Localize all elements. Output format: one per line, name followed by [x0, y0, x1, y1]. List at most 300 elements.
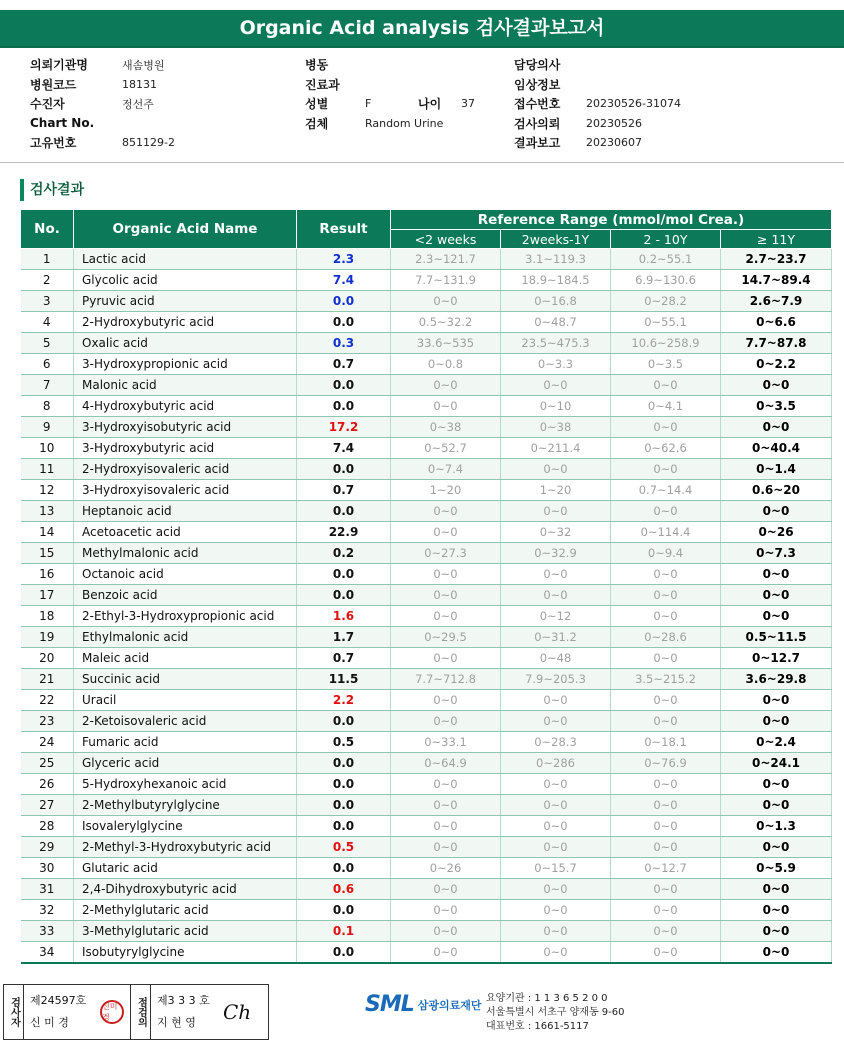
row-number: 24	[21, 732, 74, 753]
ref-lt2weeks: 0~7.4	[391, 459, 501, 480]
info-row	[514, 75, 814, 95]
acid-name: Lactic acid	[74, 249, 297, 270]
ref-2weeks-1y: 0~10	[501, 396, 611, 417]
info-value: 20230526	[586, 116, 642, 130]
acid-name: Maleic acid	[74, 648, 297, 669]
row-number: 5	[21, 333, 74, 354]
result-value: 1.6	[297, 606, 391, 627]
info-divider	[0, 162, 844, 163]
table-row	[21, 690, 832, 711]
ref-lt2weeks: 0~29.5	[391, 627, 501, 648]
info-row	[305, 114, 505, 134]
ref-ge11y: 0~0	[721, 711, 832, 732]
row-number: 8	[21, 396, 74, 417]
info-label: 검사의뢰	[514, 116, 561, 131]
result-value: 0.0	[297, 900, 391, 921]
row-number: 20	[21, 648, 74, 669]
ref-lt2weeks: 0~26	[391, 858, 501, 879]
ref-2weeks-1y: 0~0	[501, 564, 611, 585]
info-label: 접수번호	[514, 97, 561, 112]
result-value: 0.0	[297, 711, 391, 732]
ref-lt2weeks: 7.7~131.9	[391, 270, 501, 291]
ref-2-10y: 0~4.1	[611, 396, 721, 417]
inspector-cell	[24, 985, 94, 1039]
result-value: 0.0	[297, 291, 391, 312]
ref-lt2weeks: 0~0	[391, 837, 501, 858]
ref-ge11y: 0~3.5	[721, 396, 832, 417]
ref-ge11y: 0.5~11.5	[721, 627, 832, 648]
ref-2weeks-1y: 0~0	[501, 690, 611, 711]
ref-2-10y: 0~0	[611, 795, 721, 816]
ref-ge11y: 0~0	[721, 837, 832, 858]
institution-info	[486, 992, 625, 1034]
ref-lt2weeks: 0~0	[391, 648, 501, 669]
acid-name: Acetoacetic acid	[74, 522, 297, 543]
result-value: 0.5	[297, 837, 391, 858]
col-header-reference: Reference Range (mmol/mol Crea.)	[391, 210, 832, 230]
info-row	[30, 75, 280, 95]
ref-2-10y: 0.2~55.1	[611, 249, 721, 270]
ref-lt2weeks: 0~0.8	[391, 354, 501, 375]
result-value: 0.0	[297, 585, 391, 606]
acid-name: 3-Hydroxypropionic acid	[74, 354, 297, 375]
ref-ge11y: 0~26	[721, 522, 832, 543]
ref-2weeks-1y: 0~211.4	[501, 438, 611, 459]
info-row	[30, 133, 280, 153]
ref-2-10y: 0~0	[611, 816, 721, 837]
ref-lt2weeks: 0~0	[391, 774, 501, 795]
ref-lt2weeks: 0~0	[391, 396, 501, 417]
info-row	[30, 94, 280, 114]
ref-2-10y: 0~114.4	[611, 522, 721, 543]
col-header-name: Organic Acid Name	[74, 210, 297, 249]
age-value: 37	[461, 97, 475, 111]
acid-name: 2-Hydroxyisovaleric acid	[74, 459, 297, 480]
result-value: 7.4	[297, 438, 391, 459]
info-label: 고유번호	[30, 136, 77, 151]
ref-2weeks-1y: 0~0	[501, 879, 611, 900]
results-table	[20, 209, 832, 964]
sex-value: F	[365, 97, 372, 111]
ref-2weeks-1y: 0~38	[501, 417, 611, 438]
table-row	[21, 900, 832, 921]
ref-2weeks-1y: 0~0	[501, 501, 611, 522]
ref-2weeks-1y: 18.9~184.5	[501, 270, 611, 291]
acid-name: Glutaric acid	[74, 858, 297, 879]
table-row	[21, 606, 832, 627]
ref-ge11y: 0~1.4	[721, 459, 832, 480]
info-label: 수진자	[30, 97, 65, 112]
row-number: 33	[21, 921, 74, 942]
result-value: 0.0	[297, 459, 391, 480]
row-number: 15	[21, 543, 74, 564]
ref-2-10y: 0~3.5	[611, 354, 721, 375]
col-header-ge11y: ≥ 11Y	[721, 230, 832, 249]
sml-logo-name: 삼광의료재단	[417, 998, 482, 1012]
table-row	[21, 921, 832, 942]
info-label: 담당의사	[514, 58, 561, 73]
section-title: 검사결과	[20, 179, 84, 201]
result-value: 0.0	[297, 375, 391, 396]
table-row	[21, 543, 832, 564]
ref-2-10y: 0~9.4	[611, 543, 721, 564]
info-row	[305, 94, 505, 114]
ref-lt2weeks: 2.3~121.7	[391, 249, 501, 270]
ref-2-10y: 0~0	[611, 585, 721, 606]
acid-name: Isovalerylglycine	[74, 816, 297, 837]
ref-ge11y: 0~0	[721, 774, 832, 795]
ref-2-10y: 6.9~130.6	[611, 270, 721, 291]
ref-lt2weeks: 7.7~712.8	[391, 669, 501, 690]
ref-2weeks-1y: 0~16.8	[501, 291, 611, 312]
row-number: 27	[21, 795, 74, 816]
ref-lt2weeks: 0~38	[391, 417, 501, 438]
ref-2weeks-1y: 0~12	[501, 606, 611, 627]
result-value: 0.6	[297, 879, 391, 900]
patient-info	[0, 55, 844, 155]
info-value: 20230607	[586, 136, 642, 150]
age-label: 나이	[418, 97, 442, 112]
row-number: 29	[21, 837, 74, 858]
ref-ge11y: 14.7~89.4	[721, 270, 832, 291]
acid-name: 2-Hydroxybutyric acid	[74, 312, 297, 333]
info-value: 18131	[122, 77, 157, 91]
acid-name: Malonic acid	[74, 375, 297, 396]
result-value: 22.9	[297, 522, 391, 543]
ref-lt2weeks: 0~0	[391, 942, 501, 963]
ref-lt2weeks: 0~0	[391, 879, 501, 900]
ref-2-10y: 0~0	[611, 921, 721, 942]
ref-lt2weeks: 1~20	[391, 480, 501, 501]
table-row	[21, 585, 832, 606]
acid-name: 2-Ketoisovaleric acid	[74, 711, 297, 732]
ref-ge11y: 0~0	[721, 900, 832, 921]
table-row	[21, 816, 832, 837]
table-row	[21, 522, 832, 543]
col-header-result: Result	[297, 210, 391, 249]
info-label: 결과보고	[514, 136, 561, 151]
ref-2-10y: 0~55.1	[611, 312, 721, 333]
ref-2-10y: 0~0	[611, 711, 721, 732]
acid-name: Heptanoic acid	[74, 501, 297, 522]
info-row	[514, 133, 814, 153]
institution-address: 서울특별시 서초구 양재동 9-60	[486, 1007, 625, 1018]
ref-lt2weeks: 0~52.7	[391, 438, 501, 459]
row-number: 6	[21, 354, 74, 375]
table-row	[21, 627, 832, 648]
row-number: 1	[21, 249, 74, 270]
ref-ge11y: 0~0	[721, 690, 832, 711]
result-value: 1.7	[297, 627, 391, 648]
ref-ge11y: 0~1.3	[721, 816, 832, 837]
table-row	[21, 753, 832, 774]
result-value: 0.7	[297, 648, 391, 669]
acid-name: 5-Hydroxyhexanoic acid	[74, 774, 297, 795]
result-value: 0.0	[297, 564, 391, 585]
acid-name: Glyceric acid	[74, 753, 297, 774]
acid-name: Methylmalonic acid	[74, 543, 297, 564]
ref-2weeks-1y: 0~0	[501, 585, 611, 606]
ref-2-10y: 0~76.9	[611, 753, 721, 774]
info-row	[305, 75, 505, 95]
result-value: 11.5	[297, 669, 391, 690]
info-row	[30, 114, 280, 134]
institution-phone: 대표번호 : 1661-5117	[486, 1021, 589, 1032]
ref-ge11y: 0~5.9	[721, 858, 832, 879]
sml-logo-mark: SML	[365, 992, 414, 1017]
result-value: 0.0	[297, 312, 391, 333]
row-number: 19	[21, 627, 74, 648]
confirmer-license: 제3 3 3 호	[157, 994, 210, 1007]
row-number: 7	[21, 375, 74, 396]
ref-lt2weeks: 0~0	[391, 585, 501, 606]
inspector-license: 제24597호	[30, 994, 87, 1007]
acid-name: 3-Hydroxyisovaleric acid	[74, 480, 297, 501]
result-value: 0.2	[297, 543, 391, 564]
ref-ge11y: 0~0	[721, 585, 832, 606]
ref-ge11y: 0~0	[721, 942, 832, 963]
info-label: 임상정보	[514, 77, 561, 92]
ref-2-10y: 0~18.1	[611, 732, 721, 753]
row-number: 18	[21, 606, 74, 627]
signature-box	[3, 984, 269, 1040]
signature-icon: Ch	[223, 1000, 252, 1024]
result-value: 0.0	[297, 774, 391, 795]
acid-name: 2-Ethyl-3-Hydroxypropionic acid	[74, 606, 297, 627]
ref-lt2weeks: 0~33.1	[391, 732, 501, 753]
row-number: 13	[21, 501, 74, 522]
row-number: 28	[21, 816, 74, 837]
ref-2weeks-1y: 0~0	[501, 837, 611, 858]
result-value: 0.1	[297, 921, 391, 942]
table-row	[21, 732, 832, 753]
ward-label: 병동	[305, 58, 329, 73]
ref-2-10y: 0~0	[611, 837, 721, 858]
result-value: 0.7	[297, 354, 391, 375]
ref-lt2weeks: 0~0	[391, 711, 501, 732]
ref-ge11y: 0~0	[721, 501, 832, 522]
ref-2weeks-1y: 1~20	[501, 480, 611, 501]
table-row	[21, 669, 832, 690]
ref-ge11y: 0~0	[721, 879, 832, 900]
row-number: 2	[21, 270, 74, 291]
table-header-row	[21, 210, 832, 230]
row-number: 23	[21, 711, 74, 732]
acid-name: 3-Hydroxyisobutyric acid	[74, 417, 297, 438]
info-value: 851129-2	[122, 136, 175, 150]
ref-2-10y: 0~0	[611, 501, 721, 522]
result-value: 0.3	[297, 333, 391, 354]
ref-2-10y: 0~0	[611, 879, 721, 900]
acid-name: Uracil	[74, 690, 297, 711]
table-row	[21, 564, 832, 585]
ref-2weeks-1y: 0~0	[501, 459, 611, 480]
info-label: Chart No.	[30, 116, 95, 131]
confirmer-label: 점검의	[131, 985, 151, 1039]
acid-name: Oxalic acid	[74, 333, 297, 354]
ref-2weeks-1y: 7.9~205.3	[501, 669, 611, 690]
ref-lt2weeks: 0~0	[391, 921, 501, 942]
seal-stamp-icon: 신미경	[100, 1000, 124, 1024]
row-number: 11	[21, 459, 74, 480]
ref-2-10y: 10.6~258.9	[611, 333, 721, 354]
table-row	[21, 795, 832, 816]
ref-ge11y: 0~0	[721, 606, 832, 627]
row-number: 25	[21, 753, 74, 774]
ref-lt2weeks: 0~0	[391, 375, 501, 396]
info-label: 병원코드	[30, 77, 77, 92]
row-number: 17	[21, 585, 74, 606]
ref-2-10y: 0~0	[611, 606, 721, 627]
row-number: 14	[21, 522, 74, 543]
table-row	[21, 711, 832, 732]
ref-ge11y: 0~2.2	[721, 354, 832, 375]
acid-name: Pyruvic acid	[74, 291, 297, 312]
acid-name: Glycolic acid	[74, 270, 297, 291]
acid-name: Benzoic acid	[74, 585, 297, 606]
sml-logo	[365, 992, 482, 1017]
result-value: 0.0	[297, 795, 391, 816]
ref-2weeks-1y: 3.1~119.3	[501, 249, 611, 270]
ref-2-10y: 0~0	[611, 375, 721, 396]
title-divider	[0, 46, 844, 48]
ref-lt2weeks: 0~27.3	[391, 543, 501, 564]
row-number: 31	[21, 879, 74, 900]
ref-ge11y: 0~0	[721, 417, 832, 438]
acid-name: 2-Methylglutaric acid	[74, 900, 297, 921]
ref-ge11y: 0~0	[721, 795, 832, 816]
ref-2weeks-1y: 0~31.2	[501, 627, 611, 648]
ref-2weeks-1y: 0~286	[501, 753, 611, 774]
acid-name: 3-Hydroxybutyric acid	[74, 438, 297, 459]
info-label: 의뢰기관명	[30, 58, 88, 73]
ref-2weeks-1y: 0~0	[501, 795, 611, 816]
dept-label: 진료과	[305, 77, 340, 92]
info-value: 정선주	[122, 97, 154, 111]
ref-2weeks-1y: 0~0	[501, 921, 611, 942]
row-number: 16	[21, 564, 74, 585]
row-number: 9	[21, 417, 74, 438]
ref-2-10y: 0~0	[611, 417, 721, 438]
ref-lt2weeks: 0~0	[391, 606, 501, 627]
result-value: 7.4	[297, 270, 391, 291]
ref-lt2weeks: 0~0	[391, 816, 501, 837]
ref-lt2weeks: 0~0	[391, 795, 501, 816]
ref-lt2weeks: 0~0	[391, 690, 501, 711]
confirmer-cell	[151, 985, 221, 1039]
ref-2weeks-1y: 0~0	[501, 900, 611, 921]
result-value: 0.0	[297, 816, 391, 837]
info-row	[514, 114, 814, 134]
ref-2-10y: 0~28.6	[611, 627, 721, 648]
ref-ge11y: 0~6.6	[721, 312, 832, 333]
ref-lt2weeks: 0~64.9	[391, 753, 501, 774]
ref-ge11y: 0~40.4	[721, 438, 832, 459]
table-row	[21, 648, 832, 669]
ref-lt2weeks: 0.5~32.2	[391, 312, 501, 333]
result-value: 2.3	[297, 249, 391, 270]
info-value: 새솜병원	[122, 58, 165, 72]
result-value: 0.0	[297, 753, 391, 774]
report-title: Organic Acid analysis 검사결과보고서	[0, 10, 844, 46]
row-number: 34	[21, 942, 74, 963]
info-row	[30, 55, 280, 75]
ref-2weeks-1y: 0~0	[501, 816, 611, 837]
table-row	[21, 375, 832, 396]
ref-2-10y: 0.7~14.4	[611, 480, 721, 501]
row-number: 3	[21, 291, 74, 312]
col-header-lt2weeks: <2 weeks	[391, 230, 501, 249]
acid-name: Ethylmalonic acid	[74, 627, 297, 648]
acid-name: 4-Hydroxybutyric acid	[74, 396, 297, 417]
ref-2weeks-1y: 0~0	[501, 774, 611, 795]
inspector-label: 검사자	[4, 985, 24, 1039]
ref-2weeks-1y: 0~48	[501, 648, 611, 669]
stamp-cell	[94, 985, 131, 1039]
table-row	[21, 879, 832, 900]
info-col-1	[30, 55, 280, 153]
table-row	[21, 774, 832, 795]
ref-2weeks-1y: 0~15.7	[501, 858, 611, 879]
result-value: 0.7	[297, 480, 391, 501]
col-header-no: No.	[21, 210, 74, 249]
row-number: 12	[21, 480, 74, 501]
ref-lt2weeks: 0~0	[391, 564, 501, 585]
ref-2-10y: 0~0	[611, 942, 721, 963]
info-row	[514, 94, 814, 114]
ref-lt2weeks: 0~0	[391, 900, 501, 921]
table-row	[21, 501, 832, 522]
acid-name: 2,4-Dihydroxybutyric acid	[74, 879, 297, 900]
acid-name: 2-Methyl-3-Hydroxybutyric acid	[74, 837, 297, 858]
info-row	[514, 55, 814, 75]
acid-name: Succinic acid	[74, 669, 297, 690]
inspector-name: 신 미 경	[30, 1016, 69, 1029]
acid-name: 2-Methylbutyrylglycine	[74, 795, 297, 816]
row-number: 21	[21, 669, 74, 690]
specimen-label: 검체	[305, 116, 329, 131]
result-value: 0.0	[297, 942, 391, 963]
table-row	[21, 942, 832, 963]
ref-2weeks-1y: 0~0	[501, 375, 611, 396]
ref-2-10y: 0~0	[611, 459, 721, 480]
ref-2weeks-1y: 0~0	[501, 942, 611, 963]
ref-2-10y: 0~28.2	[611, 291, 721, 312]
table-row	[21, 837, 832, 858]
ref-ge11y: 0~2.4	[721, 732, 832, 753]
ref-lt2weeks: 0~0	[391, 501, 501, 522]
ref-2-10y: 0~0	[611, 564, 721, 585]
acid-name: Isobutyrylglycine	[74, 942, 297, 963]
ref-2-10y: 0~0	[611, 774, 721, 795]
ref-ge11y: 3.6~29.8	[721, 669, 832, 690]
ref-2-10y: 0~12.7	[611, 858, 721, 879]
table-row	[21, 480, 832, 501]
ref-ge11y: 0~0	[721, 375, 832, 396]
table-row	[21, 249, 832, 270]
table-row	[21, 858, 832, 879]
ref-ge11y: 0~0	[721, 921, 832, 942]
row-number: 26	[21, 774, 74, 795]
table-row	[21, 417, 832, 438]
ref-ge11y: 0~24.1	[721, 753, 832, 774]
info-col-3	[514, 55, 814, 153]
info-row	[305, 55, 505, 75]
ref-2-10y: 0~0	[611, 900, 721, 921]
table-row	[21, 396, 832, 417]
ref-ge11y: 7.7~87.8	[721, 333, 832, 354]
ref-ge11y: 0.6~20	[721, 480, 832, 501]
